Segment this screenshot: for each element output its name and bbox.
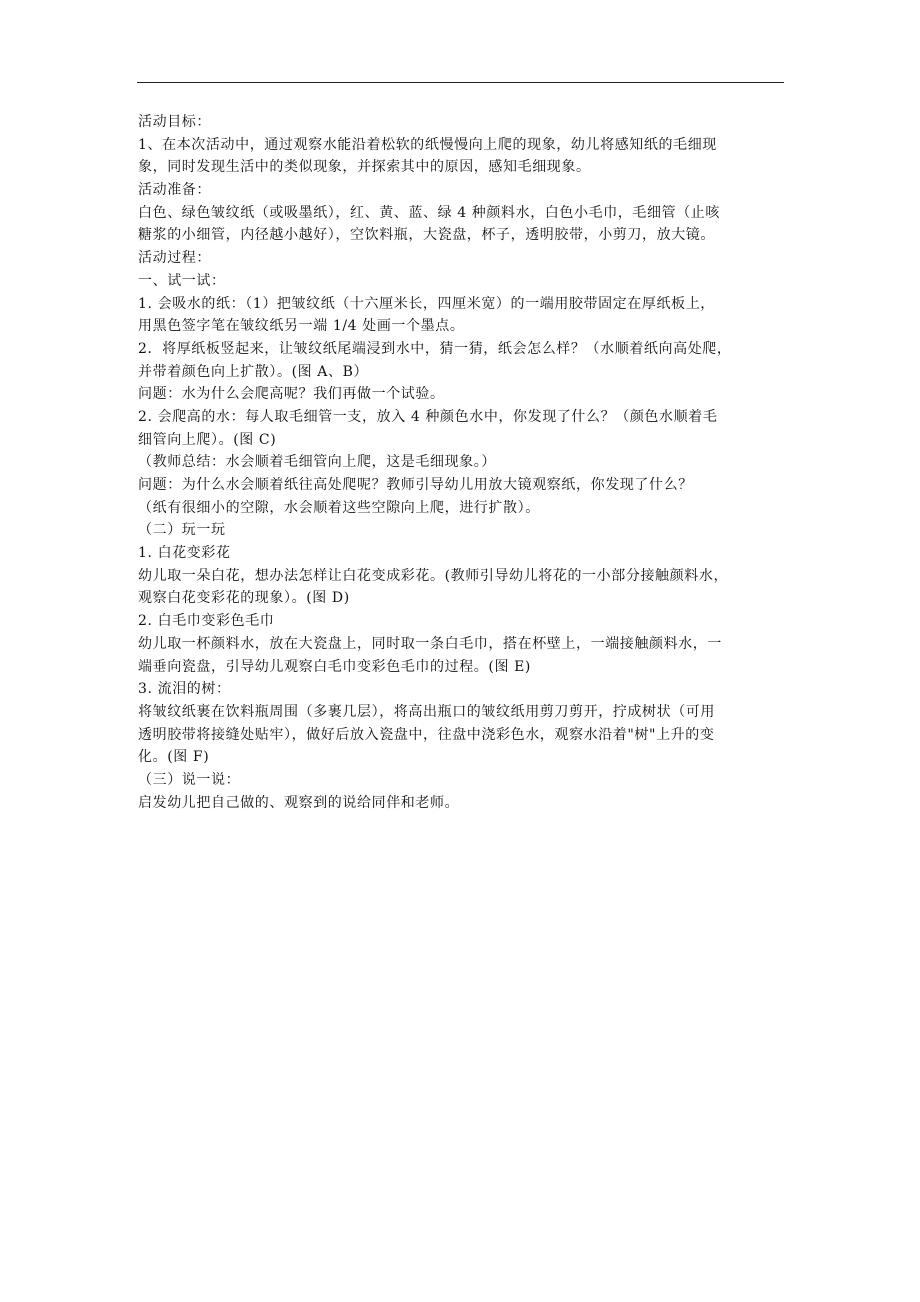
heading-activity-process: 活动过程： — [138, 250, 211, 267]
text-line: 2. 白毛巾变彩色毛巾 — [138, 613, 275, 630]
document-body — [138, 111, 788, 814]
text-line: 细管向上爬）。(图 C) — [138, 431, 277, 448]
text-line: 2. 会爬高的水：每人取毛细管一支，放入 4 种颜色水中，你发现了什么？（颜色水顺着毛 — [138, 408, 718, 425]
text-line: 将皱纹纸裹在饮料瓶周围（多裹几层），将高出瓶口的皱纹纸用剪刀剪开，拧成树状（可用 — [138, 703, 715, 720]
text-line: 1. 白花变彩花 — [138, 545, 231, 562]
text-line: 象，同时发现生活中的类似现象，并探索其中的原因，感知毛细现象。 — [138, 159, 591, 176]
text-line: 白色、绿色皱纹纸（或吸墨纸），红、黄、蓝、绿 4 种颜料水，白色小毛巾，毛细管（止咳 — [138, 204, 721, 221]
section-heading-talk: （三）说一说： — [138, 771, 241, 788]
text-line: 用黑色签字笔在皱纹纸另一端 1/4 处画一个墨点。 — [138, 318, 465, 335]
text-line: 3. 流泪的树： — [138, 681, 231, 698]
section-heading-play: （二）玩一玩 — [138, 522, 226, 539]
heading-activity-goal: 活动目标： — [138, 114, 211, 130]
text-line: 透明胶带将接缝处贴牢），做好后放入瓷盘中，往盘中浇彩色水，观察水沿着"树"上升的变 — [138, 726, 715, 743]
text-line: 观察白花变彩花的现象）。(图 D) — [138, 590, 350, 607]
text-line: 端垂向瓷盘，引导幼儿观察白毛巾变彩色毛巾的过程。(图 E) — [138, 658, 531, 675]
text-line: 1. 会吸水的纸：（1）把皱纹纸（十六厘米长，四厘米宽）的一端用胶带固定在厚纸板上， — [138, 295, 715, 312]
text-line: 化。(图 F) — [138, 749, 210, 766]
text-line: 2．将厚纸板竖起来，让皱纹纸尾端浸到水中，猜一猜，纸会怎么样？（水顺着纸向高处爬， — [138, 340, 732, 357]
text-line: 并带着颜色向上扩散）。(图 A、B） — [138, 363, 369, 380]
section-heading-try: 一、试一试： — [138, 272, 226, 289]
text-line: 问题：水为什么会爬高呢？我们再做一个试验。 — [138, 386, 445, 403]
text-line: 糖浆的小细管，内径越小越好），空饮料瓶，大瓷盘，杯子，透明胶带，小剪刀，放大镜。 — [138, 227, 715, 244]
text-line: （纸有很细小的空隙，水会顺着这些空隙向上爬，进行扩散）。 — [138, 499, 540, 516]
text-line: 问题：为什么水会顺着纸往高处爬呢？教师引导幼儿用放大镜观察纸，你发现了什么？ — [138, 477, 693, 493]
text-line: 1、在本次活动中，通过观察水能沿着松软的纸慢慢向上爬的现象，幼儿将感知纸的毛细现 — [138, 136, 717, 153]
text-line: 幼儿取一朵白花，想办法怎样让白花变成彩花。(教师引导幼儿将花的一小部分接触颜料水， — [138, 567, 729, 584]
text-line: 幼儿取一杯颜料水，放在大瓷盘上，同时取一条白毛巾，搭在杯壁上，一端接触颜料水，一 — [138, 635, 722, 652]
heading-activity-prep: 活动准备： — [138, 182, 211, 199]
text-line: 启发幼儿把自己做的、观察到的说给同伴和老师。 — [138, 794, 460, 811]
header-rule — [137, 82, 784, 83]
text-line: （教师总结：水会顺着毛细管向上爬，这是毛细现象。） — [138, 454, 496, 471]
